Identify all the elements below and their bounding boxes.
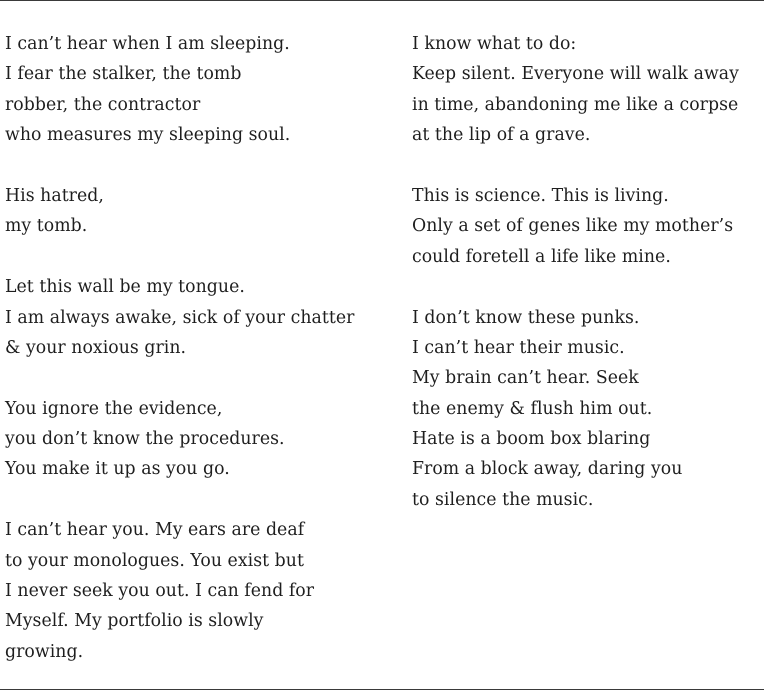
poem-line: Only a set of genes like my mother’s (412, 216, 734, 237)
poem-line: the enemy & flush him out. (412, 398, 653, 419)
poem-line: You make it up as you go. (5, 459, 230, 480)
poem-line: I am always awake, sick of your chatter (5, 307, 355, 328)
poem-line: Hate is a boom box blaring (412, 429, 651, 450)
stanza (5, 29, 395, 151)
poem-line: Keep silent. Everyone will walk away (412, 64, 739, 85)
stanza (5, 515, 395, 667)
poem-line: & your noxious grin. (5, 337, 187, 358)
stanza-break (5, 151, 395, 181)
poem-line: I can’t hear their music. (412, 337, 625, 358)
poem-left-column (5, 29, 395, 667)
stanza-break (5, 485, 395, 515)
poem-line: From a block away, daring you (412, 459, 683, 480)
stanza-break (5, 363, 395, 393)
poem-line: could foretell a life like mine. (412, 246, 671, 267)
poem-line: you don’t know the procedures. (5, 429, 285, 450)
poem-right-column (412, 29, 762, 515)
poem-line: Let this wall be my tongue. (5, 277, 245, 298)
stanza (412, 181, 762, 272)
bottom-rule (0, 689, 764, 690)
stanza (5, 181, 395, 242)
poem-line: to your monologues. You exist but (5, 550, 304, 571)
poem-line: in time, abandoning me like a corpse (412, 94, 739, 115)
stanza (412, 29, 762, 151)
poem-line: at the lip of a grave. (412, 125, 591, 146)
stanza-break (5, 242, 395, 272)
poem-line: to silence the music. (412, 489, 594, 510)
poem-line: I don’t know these punks. (412, 307, 640, 328)
poem-line: You ignore the evidence, (5, 398, 223, 419)
poem-line: Myself. My portfolio is slowly (5, 611, 264, 632)
poem-line: my tomb. (5, 216, 88, 237)
stanza (5, 394, 395, 485)
stanza-break (412, 151, 762, 181)
poem-line: My brain can’t hear. Seek (412, 368, 639, 389)
poem-line: I fear the stalker, the tomb (5, 64, 242, 85)
poem-line: who measures my sleeping soul. (5, 125, 291, 146)
poem-line: I never seek you out. I can fend for (5, 581, 315, 602)
stanza-break (412, 272, 762, 302)
poem-line: This is science. This is living. (412, 185, 669, 206)
top-rule (0, 0, 764, 1)
poem-line: I can’t hear when I am sleeping. (5, 34, 290, 54)
poem-line: robber, the contractor (5, 94, 201, 115)
stanza (412, 303, 762, 516)
poem-line: I can’t hear you. My ears are deaf (5, 520, 305, 541)
poem-line: I know what to do: (412, 34, 577, 54)
poem-line: His hatred, (5, 185, 104, 206)
poem-line: growing. (5, 641, 84, 662)
stanza (5, 272, 395, 363)
